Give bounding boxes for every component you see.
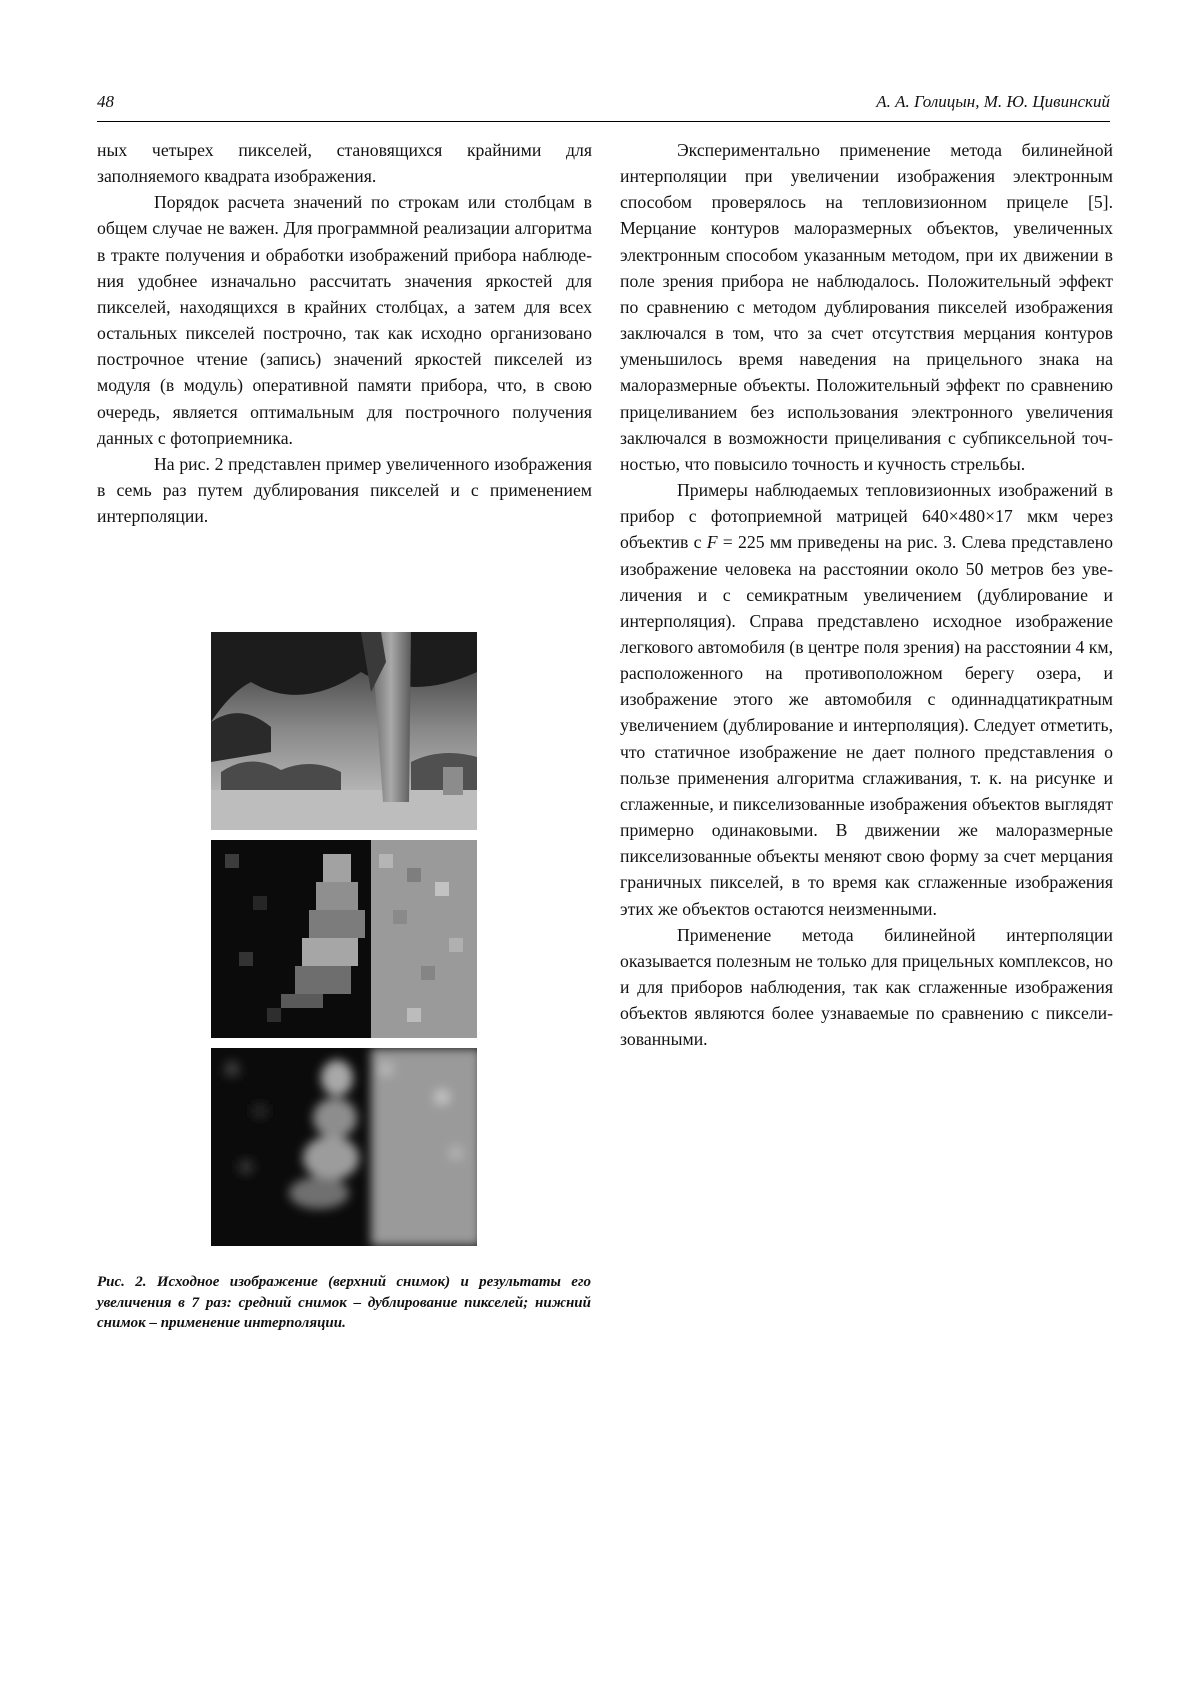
left-column: [97, 137, 592, 529]
running-header: [97, 92, 1110, 118]
focal-length-symbol: F: [706, 532, 718, 553]
figure-pixel-duplication-image: [211, 840, 477, 1038]
page-number: 48: [97, 92, 114, 111]
right-paragraph-2-rest: = 225 мм приведены на рис. 3. Слева представлено изображение человека на расстоянии около 50 метров без увеличения и с семикратным увеличением (дублирование и интерполяция). Справа представлено исходное изображение легкового автомобиля (в центре поля зрения) на расстоянии 4 км, расположенного на противоположном берегу озера, и изображение этого же автомобиля с одиннадцатикратным увеличением (дублирование и интерполяция). Следует отметить, что статичное изображение не дает полного представления о пользе применения алгоритма сглаживания, т. к. на рисунке и сглаженные, и пикселизованные изображения объектов выглядят примерно одинаковыми. В движении же малоразмерные пикселизованные объекты меняют свою форму за счет мерцания граничных пикселей, в то время как сглаженные изображения этих же объектов остаются неизменными.: [620, 532, 1114, 919]
right-column: [620, 137, 1113, 1052]
figure-2-caption: Рис. 2. Исходное изображение (верхний снимок) и результаты его увеличения в 7 раз: средний снимок – дублирование пикселей; нижний снимок – применение интерполяции.: [97, 1274, 591, 1331]
right-paragraph-2: [620, 477, 1113, 922]
running-authors: А. А. Голицын, М. Ю. Цивинский: [876, 92, 1110, 111]
figure-original-image: [211, 632, 477, 830]
right-paragraph-3: Применение метода билинейной интерполяции оказывается полезным не только для прицельных комплексов, но и для приборов наблюдения, так как сглаженные изображения объектов являются более узнаваемые по сравнению с пикселизованными.: [620, 924, 1113, 1050]
header-rule: [97, 121, 1110, 122]
left-paragraph-2: Порядок расчета значений по строкам или столбцам в общем случае не важен. Для программной реализации алгоритма в тракте получения и обработки изображений прибора наблюдения удобнее изначально рассчитать значения яркостей для пикселей, находящихся в крайних столбцах, а затем для всех остальных пикселей построчно, так как исходно организовано построчное чтение (запись) значений яркостей пикселей из модуля (в модуль) оперативной памяти прибора, что, в свою очередь, является оптимальным для построчного получения данных с фотоприемника.: [97, 192, 592, 448]
left-paragraph-1: ных четырех пикселей, становящихся крайними для заполняемого квадрата изображения.: [97, 140, 592, 187]
right-paragraph-2-start: Примеры наблюдаемых тепловизионных изображений в прибор с фотоприемной матрицей 640×480×17 мкм через объектив с: [620, 480, 1113, 553]
figure-interpolation-image: [211, 1048, 477, 1246]
right-paragraph-1: Экспериментально применение метода билинейной интерполяции при увеличении изображения электронным способом проверялось на тепловизионном прицеле [5]. Мерцание контуров малоразмерных объектов, увеличенных электронным способом указанным методом, при их движении в поле зрения прибора не наблюдалось. Положительный эффект по сравнению с методом дублирования пикселей изображения заключался в том, что за счет отсутствия мерцания контуров уменьшилось время наведения на прицельного знака на малоразмерные объекты. Положительный эффект по сравнению прицеливанием без использования электронного увеличения заключался в возможности прицеливания с субпиксельной точностью, что повысило точность и кучность стрельбы.: [620, 140, 1113, 474]
left-paragraph-3: На рис. 2 представлен пример увеличенного изображения в семь раз путем дублирования пикселей и с применением интерполяции.: [97, 453, 592, 527]
